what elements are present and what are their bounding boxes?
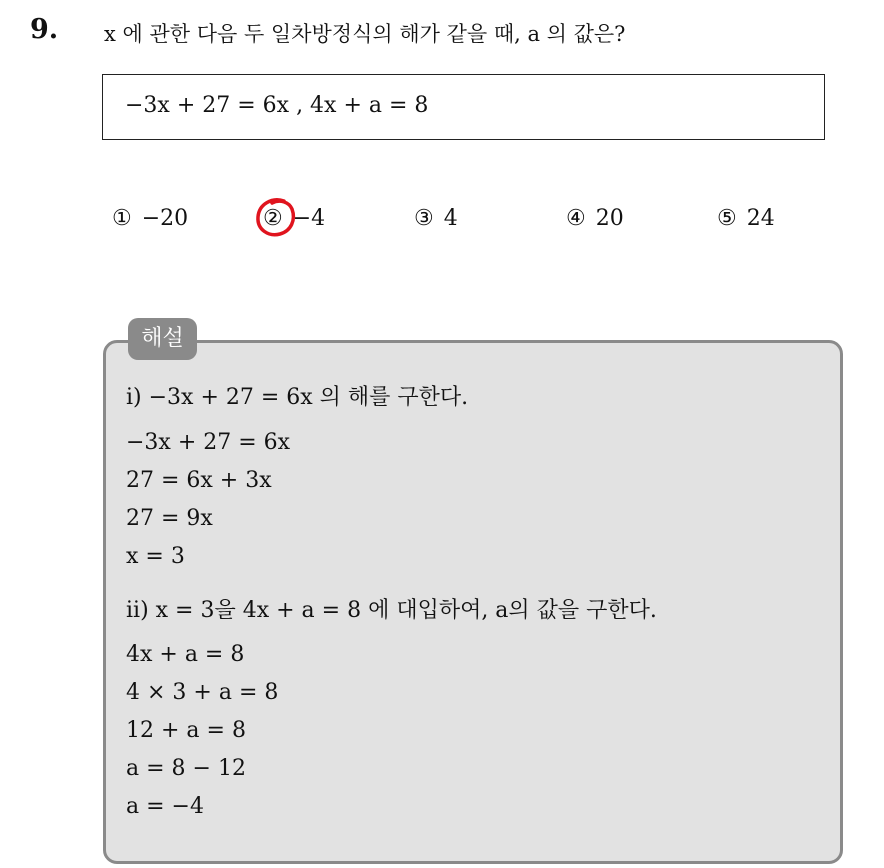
given-equations: −3x + 27 = 6x , 4x + a = 8 <box>125 93 429 118</box>
explanation-line: x = 3 <box>126 544 185 569</box>
choice-1-value: −20 <box>141 206 189 231</box>
choice-5-mark: ⑤ <box>717 206 737 231</box>
answer-circle-mark <box>254 195 298 239</box>
explanation-line: a = −4 <box>126 794 204 819</box>
question-number: 9. <box>30 14 59 45</box>
choice-3-value: 4 <box>443 206 458 231</box>
explanation-line: −3x + 27 = 6x <box>126 430 291 455</box>
choice-1-mark: ① <box>112 206 132 231</box>
choice-4-mark: ④ <box>566 206 586 231</box>
explanation-line: 12 + a = 8 <box>126 718 246 743</box>
explanation-line: a = 8 − 12 <box>126 756 246 781</box>
choice-2-mark: ② <box>263 206 283 231</box>
explanation-line: 27 = 6x + 3x <box>126 468 272 493</box>
choice-4-value: 20 <box>595 206 624 231</box>
given-equations-box <box>102 74 825 140</box>
explanation-line: 27 = 9x <box>126 506 213 531</box>
explanation-tag: 해설 <box>128 318 197 360</box>
explanation-step-2-heading: ii) x = 3을 4x + a = 8 에 대입하여, a의 값을 구한다. <box>126 598 657 623</box>
explanation-line: 4x + a = 8 <box>126 642 245 667</box>
choice-1[interactable] <box>112 206 188 231</box>
explanation-line: 4 × 3 + a = 8 <box>126 680 279 705</box>
explanation-step-1-heading: i) −3x + 27 = 6x 의 해를 구한다. <box>126 385 469 410</box>
choice-4[interactable] <box>566 206 624 231</box>
choice-3[interactable] <box>414 206 458 231</box>
choice-5[interactable] <box>717 206 775 231</box>
choice-3-mark: ③ <box>414 206 434 231</box>
question-text: x 에 관한 다음 두 일차방정식의 해가 같을 때, a 의 값은? <box>104 22 626 46</box>
choice-5-value: 24 <box>746 206 775 231</box>
choice-2-value: −4 <box>292 206 326 231</box>
